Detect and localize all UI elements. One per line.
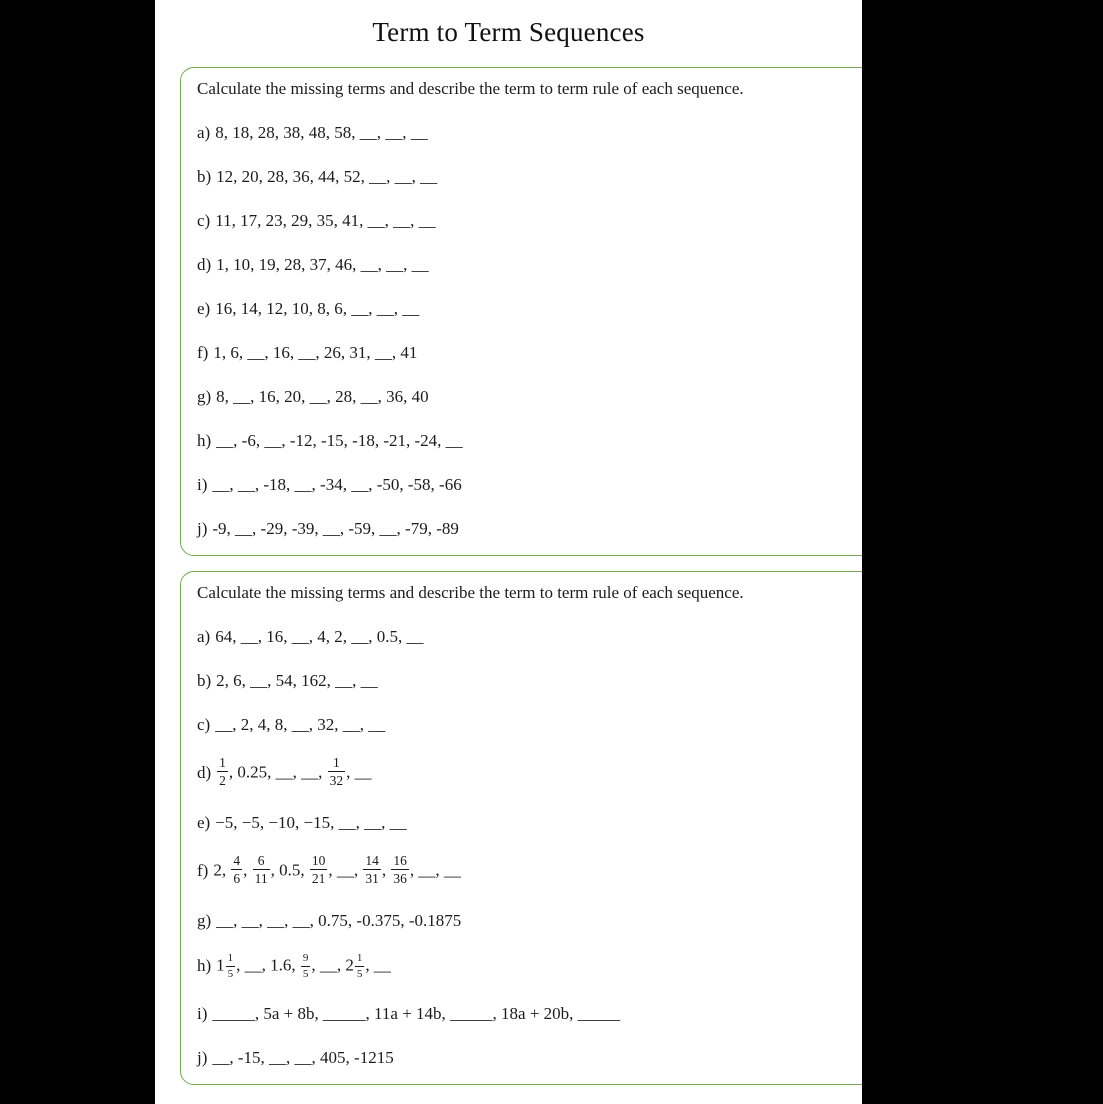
problem-label: b) xyxy=(197,671,212,690)
problem-label: a) xyxy=(197,627,211,646)
problem-line-d xyxy=(197,757,862,790)
sequence-text: , __, __ xyxy=(409,860,461,880)
problem-line-f xyxy=(197,855,862,888)
sequence-text: __, __, -18, __, -34, __, -50, -58, -66 xyxy=(212,475,462,494)
fraction-denominator: 11 xyxy=(254,871,268,887)
problem-line-a xyxy=(197,625,862,648)
fraction-numerator: 4 xyxy=(231,853,242,870)
problem-label: e) xyxy=(197,299,211,318)
problem-label: i) xyxy=(197,475,208,494)
problem-line-i xyxy=(197,473,862,496)
problem-box-1 xyxy=(180,67,862,556)
sequence-text: __, 2, 4, 8, __, 32, __, __ xyxy=(215,715,386,734)
problem-label: f) xyxy=(197,860,209,880)
problem-label: d) xyxy=(197,762,212,782)
problem-line-f xyxy=(197,341,862,364)
problem-line-i xyxy=(197,1002,862,1025)
problem-line-c xyxy=(197,209,862,232)
sequence-text: 16, 14, 12, 10, 8, 6, __, __, __ xyxy=(215,299,420,318)
problem-line-e xyxy=(197,297,862,320)
fraction-numerator: 14 xyxy=(363,853,381,870)
sequence-text: __, __, __, __, 0.75, -0.375, -0.1875 xyxy=(216,911,462,931)
fraction-denominator: 5 xyxy=(356,967,363,980)
fraction-numerator: 1 xyxy=(226,952,236,966)
fraction-denominator: 21 xyxy=(311,871,326,887)
problem-line-a xyxy=(197,121,862,144)
fraction xyxy=(327,755,347,788)
sections-container xyxy=(155,67,862,1085)
fraction xyxy=(309,853,329,886)
sequence-text: 11, 17, 23, 29, 35, 41, __, __, __ xyxy=(215,211,436,230)
sequence-text: , __, xyxy=(328,860,363,880)
fraction-numerator: 10 xyxy=(310,853,328,870)
fraction-denominator: 31 xyxy=(365,871,379,887)
problem-label: j) xyxy=(197,1048,208,1068)
fraction-denominator: 32 xyxy=(329,773,344,789)
fraction-denominator: 36 xyxy=(393,871,407,887)
fraction xyxy=(390,853,410,886)
problem-line-h xyxy=(197,953,862,981)
instruction-text: Calculate the missing terms and describe the term to term rule of each sequence. xyxy=(197,583,744,602)
fraction xyxy=(230,853,243,886)
problem-label: b) xyxy=(197,167,212,186)
fraction-numerator: 1 xyxy=(355,952,365,966)
page-title: Term to Term Sequences xyxy=(372,17,645,47)
instruction-text: Calculate the missing terms and describe the term to term rule of each sequence. xyxy=(197,79,744,98)
sequence-text: -9, __, -29, -39, __, -59, __, -79, -89 xyxy=(212,519,459,538)
problem-line-h xyxy=(197,429,862,452)
fraction xyxy=(362,853,382,886)
fraction xyxy=(354,952,366,980)
sequence-text: , 0.25, __, __, xyxy=(228,762,327,782)
fraction xyxy=(216,755,229,788)
sequence-text: __, -6, __, -12, -15, -18, -21, -24, __ xyxy=(216,431,463,450)
fraction-numerator: 9 xyxy=(301,952,311,966)
problem-line-g xyxy=(197,385,862,408)
sequence-text: 1, 10, 19, 28, 37, 46, __, __, __ xyxy=(216,255,429,274)
fraction-denominator: 2 xyxy=(219,773,226,789)
fraction-denominator: 5 xyxy=(227,967,234,980)
sequence-text: , __, 1.6, xyxy=(236,956,300,976)
fraction xyxy=(225,952,237,980)
fraction-numerator: 16 xyxy=(391,853,409,870)
sequence-text: 1, 6, __, 16, __, 26, 31, __, 41 xyxy=(213,343,418,362)
sequence-text: 2, 6, __, 54, 162, __, __ xyxy=(216,671,378,690)
problem-label: c) xyxy=(197,715,211,734)
problem-line-j xyxy=(197,517,862,540)
problem-label: i) xyxy=(197,1004,208,1024)
sequence-text: __, -15, __, __, 405, -1215 xyxy=(212,1048,394,1068)
problem-label: d) xyxy=(197,255,212,274)
sequence-text: 64, __, 16, __, 4, 2, __, 0.5, __ xyxy=(215,627,424,646)
problem-label: g) xyxy=(197,911,212,931)
fraction-numerator: 1 xyxy=(328,755,346,772)
problem-label: e) xyxy=(197,813,211,833)
fraction xyxy=(300,952,312,980)
fraction-numerator: 6 xyxy=(253,853,270,870)
sequence-text: , __, 2 xyxy=(311,956,354,976)
problem-line-c xyxy=(197,713,862,736)
sequence-text: , __ xyxy=(365,956,391,976)
sequence-text: −5, −5, −10, −15, __, __, __ xyxy=(215,813,407,833)
problem-label: h) xyxy=(197,956,212,976)
sequence-text: , xyxy=(381,860,391,880)
sequence-text: 8, __, 16, 20, __, 28, __, 36, 40 xyxy=(216,387,429,406)
problem-label: h) xyxy=(197,431,212,450)
fraction-denominator: 5 xyxy=(302,967,309,980)
problem-line-e xyxy=(197,811,862,834)
fraction-numerator: 1 xyxy=(217,755,228,772)
problem-line-d xyxy=(197,253,862,276)
sequence-text: 1 xyxy=(216,956,225,976)
problem-line-g xyxy=(197,909,862,932)
problem-label: j) xyxy=(197,519,208,538)
fraction xyxy=(252,853,271,886)
sequence-text: 2, xyxy=(213,860,231,880)
worksheet-page xyxy=(155,0,862,1104)
problem-line-j xyxy=(197,1046,862,1069)
problem-label: f) xyxy=(197,343,209,362)
problem-label: g) xyxy=(197,387,212,406)
sequence-text: 8, 18, 28, 38, 48, 58, __, __, __ xyxy=(215,123,428,142)
problem-line-b xyxy=(197,165,862,188)
problem-label: c) xyxy=(197,211,211,230)
sequence-text: 12, 20, 28, 36, 44, 52, __, __, __ xyxy=(216,167,438,186)
sequence-text: , 0.5, xyxy=(270,860,309,880)
sequence-text: , __ xyxy=(346,762,372,782)
fraction-denominator: 6 xyxy=(233,871,241,887)
problem-box-2 xyxy=(180,571,862,1085)
problem-line-b xyxy=(197,669,862,692)
sequence-text: _____, 5a + 8b, _____, 11a + 14b, _____, 18a + 20b, _____ xyxy=(212,1004,621,1024)
problem-label: a) xyxy=(197,123,211,142)
sequence-text: , xyxy=(243,860,252,880)
